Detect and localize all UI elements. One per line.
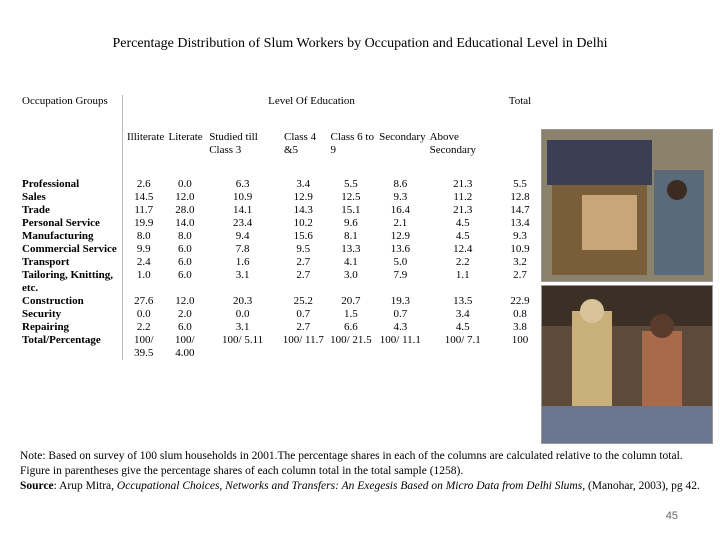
table-cell: 0.7 [296, 308, 311, 320]
table-cell: 12.5 [341, 191, 361, 203]
table-cell: 12.8 [510, 191, 530, 203]
row-label: Sales [20, 191, 123, 204]
table-cell: 14.1 [232, 204, 253, 216]
column-header: Secondary [379, 131, 426, 143]
note-text: Note: Based on survey of 100 slum households in 2001.The percentage shares in each of the columns are calculated relative to the column total. Figure in parentheses give the percentage shares of each column total in the total sample (1258). [20, 450, 683, 477]
table-row [20, 256, 540, 269]
table-cell: 2.2 [136, 321, 151, 333]
row-label: Trade [20, 204, 123, 217]
row-label: Personal Service [20, 217, 123, 230]
table-cell: 3.4 [296, 178, 311, 190]
table-cell: 3.8 [513, 321, 527, 333]
table-cell: 6.0 [177, 243, 192, 255]
table-cell: 100/ 21.5 [330, 334, 372, 346]
table-cell: 1.0 [136, 269, 151, 281]
column-header: Above Secondary [429, 131, 477, 156]
table-cell: 14.5 [134, 191, 154, 203]
table-cell: 12.4 [453, 243, 473, 255]
source-label: Source [20, 480, 54, 492]
table-row [20, 217, 540, 230]
workers-photo [541, 285, 713, 444]
table-cell: 11.7 [134, 204, 154, 216]
table-cell: 100 [511, 334, 529, 346]
table-cell: 1.1 [455, 269, 470, 281]
column-header: Illiterate [127, 131, 165, 143]
table-cell: 12.0 [175, 295, 195, 307]
table-cell: 0.8 [513, 308, 527, 320]
source-title: Occupational Choices, Networks and Transfers: An Exegesis Based on Micro Data from Delhi Slums, [116, 480, 586, 492]
table-cell: 4.1 [343, 256, 358, 268]
table-cell: 1.5 [343, 308, 358, 320]
row-label: Total/Percentage [20, 334, 123, 360]
table-cell: 9.4 [235, 230, 250, 242]
table-row [20, 230, 540, 243]
table-cell: 12.9 [293, 191, 313, 203]
row-label: Professional [20, 178, 123, 191]
table-row [20, 191, 540, 204]
table-row [20, 178, 540, 191]
table-cell: 15.6 [293, 230, 313, 242]
table-cell: 2.7 [513, 269, 527, 281]
table-cell: 13.3 [341, 243, 361, 255]
table-cell: 13.6 [390, 243, 410, 255]
row-label: Tailoring, Knitting, etc. [20, 269, 123, 295]
table-cell: 0.0 [177, 178, 192, 190]
table-cell: 11.2 [453, 191, 473, 203]
table-cell: 23.4 [232, 217, 253, 229]
table-cell: 100/ 5.11 [222, 334, 264, 346]
table-cell: 4.5 [455, 217, 470, 229]
column-header: Literate [168, 131, 203, 143]
table-cell: 20.7 [341, 295, 361, 307]
table-row [20, 334, 540, 360]
table-cell: 100/ 39.5 [133, 334, 154, 359]
table-note [20, 449, 710, 494]
table-cell: 100/ 11.1 [379, 334, 421, 346]
table-cell: 3.4 [455, 308, 470, 320]
table-cell: 6.3 [235, 178, 250, 190]
table-cell: 8.1 [343, 230, 358, 242]
row-label: Commercial Service [20, 243, 123, 256]
table-cell: 2.1 [393, 217, 408, 229]
column-header: Class 4 &5 [284, 131, 317, 156]
table-cell: 20.3 [232, 295, 253, 307]
table-cell: 2.6 [136, 178, 151, 190]
table-cell: 6.0 [177, 321, 192, 333]
table-row [20, 204, 540, 217]
table-cell: 10.2 [293, 217, 313, 229]
source-end: (Manohar, 2003), pg 42. [585, 480, 700, 492]
table-cell: 5.5 [513, 178, 527, 190]
table-cell: 100/ 4.00 [175, 334, 195, 359]
table-cell: 0.7 [393, 308, 408, 320]
table-cell: 9.5 [296, 243, 311, 255]
table-cell: 13.4 [510, 217, 530, 229]
table-cell: 100/ 7.1 [444, 334, 481, 346]
table-cell: 6.0 [177, 256, 192, 268]
row-label: Repairing [20, 321, 123, 334]
table-cell: 2.2 [455, 256, 470, 268]
table-cell: 2.0 [177, 308, 192, 320]
table-cell: 3.2 [513, 256, 527, 268]
market-stall-photo [541, 129, 713, 282]
table-row [20, 243, 540, 256]
table-cell: 8.0 [136, 230, 151, 242]
table-cell: 22.9 [510, 295, 530, 307]
column-header: Class 6 to 9 [330, 131, 374, 156]
table-cell: 9.6 [343, 217, 358, 229]
data-table [20, 95, 540, 445]
table-cell: 12.0 [175, 191, 195, 203]
table-cell: 0.0 [235, 308, 250, 320]
table-cell: 9.3 [513, 230, 527, 242]
table-cell: 2.7 [296, 256, 311, 268]
table-cell: 28.0 [175, 204, 195, 216]
table-cell: 3.1 [235, 321, 250, 333]
table-cell: 7.8 [235, 243, 250, 255]
table-cell: 14.7 [510, 204, 530, 216]
table-cell: 25.2 [293, 295, 313, 307]
table-cell: 6.6 [343, 321, 358, 333]
table-row [20, 308, 540, 321]
table-cell: 27.6 [134, 295, 154, 307]
table-cell: 21.3 [453, 204, 473, 216]
column-header: Studied till Class 3 [209, 131, 258, 156]
table-cell: 14.0 [175, 217, 195, 229]
occupation-header: Occupation Groups [20, 95, 123, 131]
total-header: Total [508, 95, 532, 107]
table-row [20, 295, 540, 308]
table-cell: 3.0 [343, 269, 358, 281]
row-label: Security [20, 308, 123, 321]
table-cell: 4.5 [455, 230, 470, 242]
row-label: Construction [20, 295, 123, 308]
table-cell: 2.4 [136, 256, 151, 268]
table-cell: 13.5 [453, 295, 473, 307]
table-cell: 19.9 [134, 217, 154, 229]
row-label: Manufacturing [20, 230, 123, 243]
table-cell: 8.6 [393, 178, 408, 190]
table-cell: 12.9 [390, 230, 410, 242]
table-cell: 7.9 [393, 269, 408, 281]
table-cell: 16.4 [390, 204, 410, 216]
table-cell: 100/ 11.7 [282, 334, 324, 346]
table-cell: 2.7 [296, 321, 311, 333]
table-cell: 21.3 [453, 178, 473, 190]
table-cell: 2.7 [296, 269, 311, 281]
table-cell: 3.1 [235, 269, 250, 281]
table-cell: 1.6 [235, 256, 250, 268]
table-cell: 10.9 [510, 243, 530, 255]
table-cell: 5.0 [393, 256, 408, 268]
table-cell: 6.0 [177, 269, 192, 281]
row-label: Transport [20, 256, 123, 269]
table-cell: 4.5 [455, 321, 470, 333]
table-row [20, 269, 540, 295]
table-row [20, 321, 540, 334]
table-cell: 5.5 [343, 178, 358, 190]
table-cell: 9.3 [393, 191, 408, 203]
education-header: Level Of Education [268, 95, 355, 107]
table-cell: 14.3 [293, 204, 313, 216]
page-number: 45 [665, 510, 678, 522]
source-text: : Arup Mitra, [53, 480, 117, 492]
table-cell: 10.9 [232, 191, 253, 203]
table-cell: 4.3 [393, 321, 408, 333]
table-cell: 8.0 [177, 230, 192, 242]
table-cell: 0.0 [136, 308, 151, 320]
table-cell: 15.1 [341, 204, 361, 216]
table-cell: 19.3 [390, 295, 410, 307]
slide-title: Percentage Distribution of Slum Workers by Occupation and Educational Level in Delhi [112, 36, 608, 51]
table-cell: 9.9 [136, 243, 151, 255]
